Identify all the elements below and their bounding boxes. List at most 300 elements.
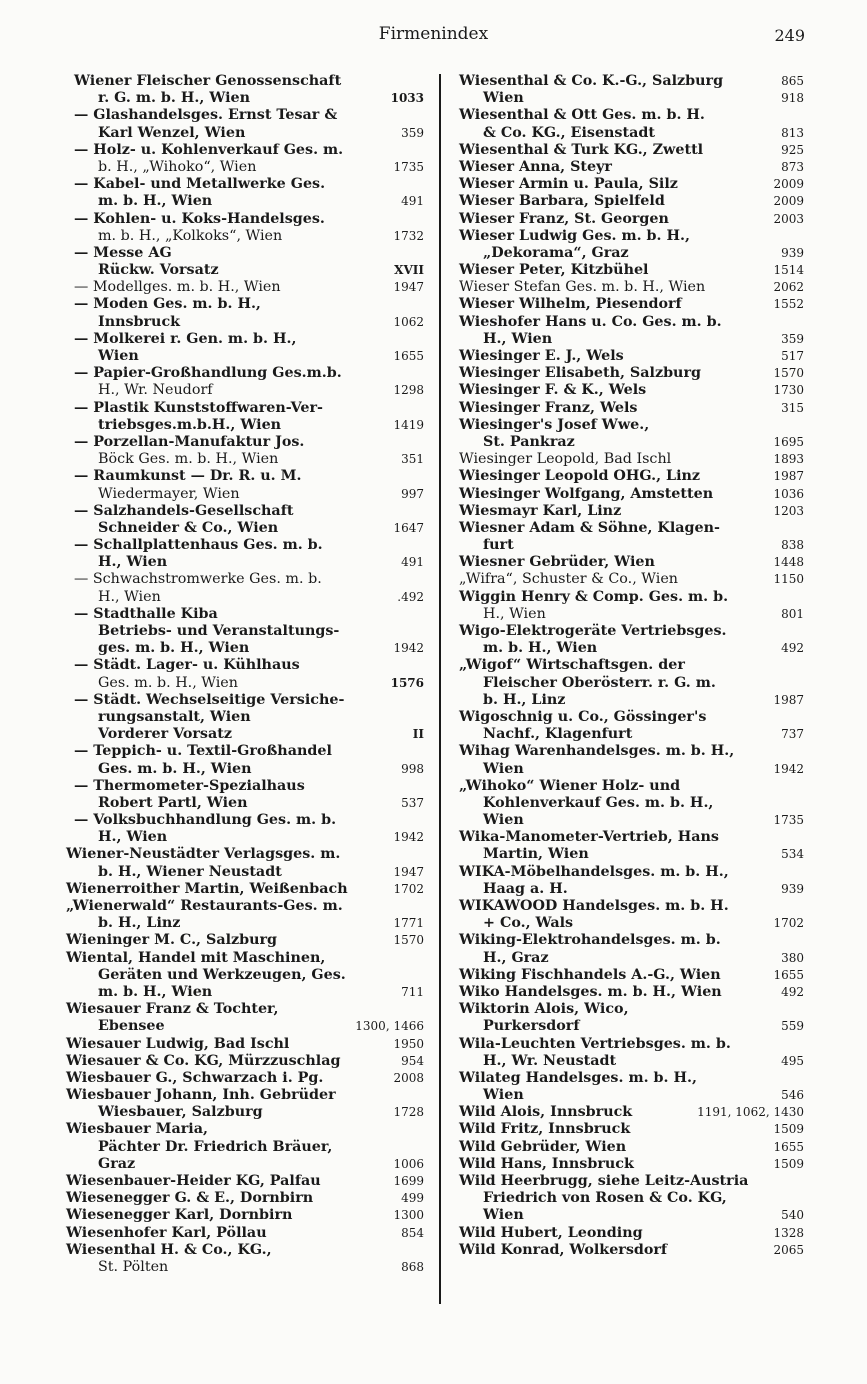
index-entry-line bbox=[447, 1173, 804, 1190]
entry-text: WIKAWOOD Handelsges. m. b. H. bbox=[459, 898, 729, 914]
entry-text: Wiesenthal H. & Co., KG., bbox=[66, 1241, 272, 1258]
index-entry-line bbox=[62, 1087, 424, 1104]
index-entry-line bbox=[62, 967, 424, 984]
index-entry-line bbox=[447, 915, 804, 932]
entry-text: Wiggin Henry & Comp. Ges. m. b. bbox=[459, 588, 729, 605]
page-reference: XVII bbox=[394, 263, 424, 278]
entry-text: Wiesbauer Johann, Inh. Gebrüder bbox=[66, 1087, 336, 1104]
page-reference: 499 bbox=[401, 1191, 424, 1206]
page-reference: 1730 bbox=[773, 383, 804, 398]
entry-text: Wiesinger's Josef Wwe., bbox=[459, 416, 650, 433]
page-reference: 2008 bbox=[393, 1070, 424, 1085]
page-reference: 939 bbox=[781, 881, 804, 896]
index-entry-line bbox=[62, 417, 424, 434]
entry-text: Wiesinger Leopold OHG., Linz bbox=[459, 468, 701, 485]
index-entry-line bbox=[62, 606, 424, 623]
index-entry-line bbox=[62, 1173, 424, 1190]
page-reference: 1942 bbox=[773, 761, 804, 776]
entry-text: Ebensee bbox=[98, 1018, 165, 1035]
entry-text: Wiesenthal & Turk KG., Zwettl bbox=[459, 141, 704, 158]
index-entry-line bbox=[447, 812, 804, 829]
page-reference: 1328 bbox=[773, 1225, 804, 1240]
index-entry-line bbox=[447, 331, 804, 348]
page-reference: 351 bbox=[401, 452, 424, 467]
index-entry-line bbox=[62, 279, 424, 296]
entry-text: — Stadthalle Kiba bbox=[74, 605, 218, 622]
index-entry-line bbox=[447, 503, 804, 520]
index-entry-line bbox=[62, 881, 424, 898]
index-entry-line bbox=[447, 623, 804, 640]
entry-text: — Kohlen- u. Koks-Handelsges. bbox=[74, 210, 325, 227]
page-reference: 1300, 1466 bbox=[355, 1019, 424, 1034]
index-entry-line bbox=[62, 829, 424, 846]
index-entry-line bbox=[447, 1207, 804, 1224]
entry-text: Wigo-Elektrogeräte Vertriebsges. bbox=[459, 623, 727, 639]
page-reference: 1771 bbox=[393, 916, 424, 931]
page-reference: 1514 bbox=[773, 263, 804, 278]
index-entry-line bbox=[447, 107, 804, 124]
page-reference: 1570 bbox=[393, 933, 424, 948]
index-entry-line bbox=[62, 211, 424, 228]
entry-text: St. Pankraz bbox=[483, 433, 575, 450]
entry-text: Innsbruck bbox=[98, 313, 181, 330]
entry-text: — Holz- u. Kohlenverkauf Ges. m. bbox=[74, 141, 344, 158]
entry-text: Wieser Armin u. Paula, Silz bbox=[459, 176, 678, 193]
entry-text: — Porzellan-Manufaktur Jos. bbox=[74, 433, 305, 450]
index-entry-line bbox=[62, 778, 424, 795]
index-entry-line bbox=[447, 1001, 804, 1018]
index-entry-line bbox=[62, 537, 424, 554]
index-entry-line bbox=[62, 331, 424, 348]
page-reference: .492 bbox=[397, 589, 424, 604]
entry-text: „Wihoko“ Wiener Holz- und bbox=[459, 777, 681, 794]
page-number: 249 bbox=[774, 26, 805, 45]
index-entry-line bbox=[62, 1053, 424, 1070]
entry-text: — Städt. Wechselseitige Versiche- bbox=[74, 691, 345, 708]
page-reference: 1300 bbox=[393, 1208, 424, 1223]
page-reference: 1570 bbox=[773, 366, 804, 381]
page-reference: 1419 bbox=[393, 417, 424, 432]
entry-text: Wiesauer Franz & Tochter, bbox=[66, 1001, 279, 1018]
index-entry-line bbox=[447, 657, 804, 674]
index-entry-line bbox=[62, 245, 424, 262]
index-entry-line bbox=[62, 1190, 424, 1207]
index-entry-line bbox=[447, 846, 804, 863]
index-entry-line bbox=[447, 537, 804, 554]
entry-text: m. b. H., Wien bbox=[98, 983, 213, 1000]
page-reference: 1647 bbox=[393, 520, 424, 535]
index-entry-line bbox=[447, 228, 804, 245]
index-entry-line bbox=[62, 451, 424, 468]
page-reference: 517 bbox=[781, 349, 804, 363]
index-entry-line bbox=[447, 1121, 804, 1138]
page-reference: 1576 bbox=[390, 675, 424, 690]
index-entry-line bbox=[62, 125, 424, 142]
entry-text: Nachf., Klagenfurt bbox=[483, 726, 633, 743]
entry-text: — Kabel- und Metallwerke Ges. bbox=[74, 176, 326, 193]
entry-text: — Plastik Kunststoffwaren-Ver- bbox=[74, 399, 323, 416]
index-entry-line bbox=[447, 382, 804, 399]
page-reference: 711 bbox=[401, 984, 424, 999]
page-reference: 813 bbox=[781, 125, 804, 140]
entry-text: Haag a. H. bbox=[483, 880, 568, 897]
entry-text: m. b. H., „Kolkoks“, Wien bbox=[98, 227, 283, 244]
index-entry-line bbox=[447, 864, 804, 881]
page-reference: 873 bbox=[781, 159, 804, 174]
index-entry-line bbox=[62, 1259, 424, 1276]
page-reference: 492 bbox=[781, 641, 804, 656]
index-entry-line bbox=[447, 400, 804, 417]
entry-text: H., Wien bbox=[98, 554, 168, 571]
page-reference: 2009 bbox=[773, 194, 804, 209]
index-entry-line bbox=[447, 1104, 804, 1121]
page-reference: 954 bbox=[401, 1053, 424, 1068]
page-reference: 1942 bbox=[393, 830, 424, 845]
index-entry-line bbox=[447, 554, 804, 571]
index-entry-line bbox=[62, 314, 424, 331]
index-entry-line bbox=[62, 434, 424, 451]
page-reference: 801 bbox=[781, 606, 804, 621]
index-entry-line bbox=[62, 503, 424, 520]
page-reference: 1987 bbox=[773, 692, 804, 707]
entry-text: „Wigof“ Wirtschaftsgen. der bbox=[459, 657, 685, 674]
entry-text: Wiedermayer, Wien bbox=[98, 485, 240, 502]
entry-text: — Schwachstromwerke Ges. m. b. bbox=[74, 571, 322, 588]
entry-text: Betriebs- und Veranstaltungs- bbox=[98, 623, 340, 639]
entry-text: H., Graz bbox=[483, 949, 549, 966]
entry-text: Schneider & Co., Wien bbox=[98, 519, 279, 536]
index-entry-line bbox=[447, 829, 804, 846]
index-entry-line bbox=[62, 1018, 424, 1035]
entry-text: Wild Alois, Innsbruck bbox=[459, 1104, 633, 1121]
index-entry-line bbox=[447, 125, 804, 142]
entry-text: b. H., Linz bbox=[98, 915, 181, 932]
page-reference: 534 bbox=[781, 847, 804, 862]
index-entry-line bbox=[447, 176, 804, 193]
index-entry-line bbox=[447, 881, 804, 898]
page-reference: 1203 bbox=[773, 503, 804, 518]
entry-text: — Molkerei r. Gen. m. b. H., bbox=[74, 330, 297, 347]
index-entry-line bbox=[62, 675, 424, 692]
entry-text: Wiesinger Leopold, Bad Ischl bbox=[459, 451, 672, 468]
page-reference: 1942 bbox=[393, 641, 424, 656]
entry-text: WIKA-Möbelhandelsges. m. b. H., bbox=[459, 863, 729, 880]
index-entry-line bbox=[447, 296, 804, 313]
index-entry-line bbox=[62, 1207, 424, 1224]
index-entry-line bbox=[447, 1139, 804, 1156]
entry-text: Ges. m. b. H., Wien bbox=[98, 760, 252, 777]
index-entry-line bbox=[62, 726, 424, 743]
index-entry-line bbox=[447, 984, 804, 1001]
entry-text: Wila-Leuchten Vertriebsges. m. b. bbox=[459, 1035, 731, 1052]
index-entry-line bbox=[447, 1225, 804, 1242]
entry-text: rungsanstalt, Wien bbox=[98, 708, 251, 725]
index-entry-line bbox=[62, 898, 424, 915]
page-reference: 491 bbox=[401, 194, 424, 209]
entry-text: m. b. H., Wien bbox=[98, 193, 213, 210]
index-entry-line bbox=[62, 554, 424, 571]
index-entry-line bbox=[447, 451, 804, 468]
entry-text: Wiktorin Alois, Wico, bbox=[459, 1001, 629, 1018]
entry-text: Wiesinger Wolfgang, Amstetten bbox=[459, 485, 714, 502]
entry-text: H., Wr. Neustadt bbox=[483, 1052, 617, 1069]
page-reference: 1655 bbox=[393, 349, 424, 363]
page-reference: 737 bbox=[781, 727, 804, 742]
index-entry-line bbox=[447, 1036, 804, 1053]
entry-text: Kohlenverkauf Ges. m. b. H., bbox=[483, 794, 714, 811]
index-entry-line bbox=[62, 984, 424, 1001]
entry-text: ges. m. b. H., Wien bbox=[98, 640, 250, 657]
index-entry-line bbox=[447, 211, 804, 228]
entry-text: & Co. KG., Eisenstadt bbox=[483, 124, 655, 141]
entry-text: Wigoschnig u. Co., Gössinger's bbox=[459, 708, 707, 725]
entry-text: Wiesbauer, Salzburg bbox=[98, 1104, 263, 1121]
index-entry-line bbox=[62, 520, 424, 537]
index-entry-line bbox=[447, 726, 804, 743]
index-entry-line bbox=[447, 262, 804, 279]
entry-text: Wiesner Gebrüder, Wien bbox=[459, 554, 655, 571]
index-entry-line bbox=[62, 468, 424, 485]
index-entry-line bbox=[447, 245, 804, 262]
index-entry-line bbox=[447, 468, 804, 485]
index-entry-line bbox=[447, 314, 804, 331]
entry-text: Wiesauer Ludwig, Bad Ischl bbox=[66, 1035, 290, 1052]
entry-text: Wiesauer & Co. KG, Mürzzuschlag bbox=[66, 1052, 341, 1069]
entry-text: Geräten und Werkzeugen, Ges. bbox=[98, 966, 346, 983]
entry-text: Wiesinger E. J., Wels bbox=[459, 348, 624, 364]
index-entry-line bbox=[62, 761, 424, 778]
page-reference: 865 bbox=[781, 74, 804, 88]
page-reference: 1150 bbox=[773, 572, 804, 587]
index-entry-line bbox=[62, 864, 424, 881]
index-entry-line bbox=[62, 486, 424, 503]
entry-text: Graz bbox=[98, 1155, 136, 1172]
entry-text: Wieser Anna, Steyr bbox=[459, 158, 612, 175]
index-entry-line bbox=[447, 761, 804, 778]
index-entry-line bbox=[447, 159, 804, 176]
entry-text: b. H., „Wihoko“, Wien bbox=[98, 158, 257, 175]
entry-text: — Schallplattenhaus Ges. m. b. bbox=[74, 537, 323, 554]
index-entry-line bbox=[62, 709, 424, 726]
page-reference: 492 bbox=[781, 984, 804, 999]
page-reference: 540 bbox=[781, 1208, 804, 1223]
entry-text: Karl Wenzel, Wien bbox=[98, 124, 246, 141]
index-entry-line bbox=[62, 1104, 424, 1121]
page-reference: 1732 bbox=[393, 228, 424, 243]
page-reference: II bbox=[412, 727, 424, 742]
entry-text: Wild Hubert, Leonding bbox=[459, 1224, 643, 1241]
entry-text: Wien bbox=[483, 90, 524, 107]
entry-text: Wieninger M. C., Salzburg bbox=[66, 932, 278, 949]
entry-text: furt bbox=[483, 537, 514, 554]
entry-text: — Salzhandels-Gesellschaft bbox=[74, 502, 294, 519]
index-entry-line bbox=[62, 846, 424, 863]
entry-text: Wiesinger Franz, Wels bbox=[459, 399, 638, 416]
entry-text: — Raumkunst — Dr. R. u. M. bbox=[74, 468, 302, 485]
entry-text: Wien bbox=[483, 1087, 524, 1104]
entry-text: r. G. m. b. H., Wien bbox=[98, 90, 251, 107]
index-entry-line bbox=[62, 348, 424, 365]
entry-text: Rückw. Vorsatz bbox=[98, 262, 219, 279]
entry-text: Wihag Warenhandelsges. m. b. H., bbox=[459, 743, 735, 760]
index-entry-line bbox=[62, 795, 424, 812]
entry-text: Wiking Fischhandels A.-G., Wien bbox=[459, 966, 721, 983]
index-entry-line bbox=[62, 90, 424, 107]
index-entry-line bbox=[62, 296, 424, 313]
entry-text: Robert Partl, Wien bbox=[98, 794, 248, 811]
page-reference: 491 bbox=[401, 555, 424, 570]
index-entry-line bbox=[447, 675, 804, 692]
entry-text: Wieshofer Hans u. Co. Ges. m. b. bbox=[459, 313, 722, 330]
page-reference: 1987 bbox=[773, 469, 804, 484]
entry-text: Wien bbox=[483, 1207, 524, 1224]
entry-text: H., Wien bbox=[483, 605, 546, 622]
entry-text: — Volksbuchhandlung Ges. m. b. bbox=[74, 812, 337, 829]
entry-text: Wild Fritz, Innsbruck bbox=[459, 1121, 631, 1138]
index-entry-line bbox=[447, 967, 804, 984]
index-entry-line bbox=[447, 692, 804, 709]
index-entry-line bbox=[447, 1242, 804, 1259]
entry-text: — Moden Ges. m. b. H., bbox=[74, 296, 261, 313]
entry-text: Wiesenthal & Co. K.-G., Salzburg bbox=[459, 73, 724, 89]
index-entry-line bbox=[447, 520, 804, 537]
entry-text: Wild Gebrüder, Wien bbox=[459, 1138, 627, 1155]
entry-text: St. Pölten bbox=[98, 1258, 169, 1275]
page-reference: 1509 bbox=[773, 1156, 804, 1171]
page-reference: 1699 bbox=[393, 1174, 424, 1188]
index-entry-line bbox=[447, 90, 804, 107]
page-reference: 2009 bbox=[773, 177, 804, 192]
entry-text: Fleischer Oberösterr. r. G. m. bbox=[483, 674, 716, 691]
page-reference: 868 bbox=[401, 1259, 424, 1274]
entry-text: Wild Heerbrugg, siehe Leitz-Austria bbox=[459, 1173, 749, 1189]
page-reference: 1695 bbox=[773, 434, 804, 449]
page-reference: 2065 bbox=[773, 1242, 804, 1257]
index-entry-line bbox=[447, 709, 804, 726]
index-entry-line bbox=[62, 743, 424, 760]
page-reference: 359 bbox=[401, 125, 424, 140]
page-reference: 1950 bbox=[393, 1036, 424, 1051]
index-entry-line bbox=[447, 640, 804, 657]
entry-text: b. H., Linz bbox=[483, 691, 566, 708]
index-entry-line bbox=[62, 1242, 424, 1259]
index-entry-line bbox=[62, 623, 424, 640]
entry-text: „Dekorama“, Graz bbox=[483, 244, 629, 261]
page-reference: 1191, 1062, 1430 bbox=[697, 1105, 804, 1120]
entry-text: Böck Ges. m. b. H., Wien bbox=[98, 451, 279, 468]
page-reference: 380 bbox=[781, 950, 804, 965]
entry-text: m. b. H., Wien bbox=[483, 640, 598, 657]
entry-text: Wien bbox=[483, 760, 524, 777]
page-reference: 1702 bbox=[393, 881, 424, 896]
entry-text: Wika-Manometer-Vertrieb, Hans bbox=[459, 829, 719, 846]
entry-text: Wieser Ludwig Ges. m. b. H., bbox=[459, 227, 690, 244]
index-entry-line bbox=[447, 142, 804, 159]
index-entry-line bbox=[447, 778, 804, 795]
index-entry-line bbox=[447, 606, 804, 623]
page-reference: 1893 bbox=[773, 452, 804, 467]
index-entry-line bbox=[62, 107, 424, 124]
page-reference: 1728 bbox=[393, 1105, 424, 1120]
entry-text: Ges. m. b. H., Wien bbox=[98, 674, 238, 691]
index-entry-line bbox=[447, 1053, 804, 1070]
entry-text: — Thermometer-Spezialhaus bbox=[74, 777, 305, 794]
entry-text: H., Wien bbox=[98, 588, 161, 605]
index-entry-line bbox=[447, 795, 804, 812]
index-entry-line bbox=[447, 1190, 804, 1207]
index-entry-line bbox=[447, 1156, 804, 1173]
page-reference: 537 bbox=[401, 795, 424, 810]
page-title: Firmenindex bbox=[378, 24, 489, 44]
index-entry-line bbox=[447, 193, 804, 210]
page-reference: 838 bbox=[781, 538, 804, 553]
entry-text: Martin, Wien bbox=[483, 846, 589, 863]
index-entry-line bbox=[62, 571, 424, 588]
page-reference: 2062 bbox=[773, 280, 804, 295]
entry-text: Wild Konrad, Wolkersdorf bbox=[459, 1241, 668, 1258]
index-entry-line bbox=[62, 812, 424, 829]
entry-text: Wiesmayr Karl, Linz bbox=[459, 502, 622, 519]
index-entry-line bbox=[447, 1087, 804, 1104]
page-reference: 559 bbox=[781, 1019, 804, 1034]
entry-text: Wiesinger Elisabeth, Salzburg bbox=[459, 365, 701, 382]
page-reference: 1947 bbox=[393, 280, 424, 295]
index-entry-line bbox=[447, 486, 804, 503]
entry-text: Wien bbox=[483, 812, 524, 829]
entry-text: Vorderer Vorsatz bbox=[98, 726, 232, 743]
page-reference: 359 bbox=[781, 331, 804, 346]
column-divider bbox=[439, 74, 441, 1304]
index-entry-line bbox=[62, 1036, 424, 1053]
index-entry-line bbox=[447, 743, 804, 760]
entry-text: Wiesenbauer-Heider KG, Palfau bbox=[66, 1173, 321, 1189]
entry-text: H., Wien bbox=[98, 829, 168, 846]
entry-text: — Städt. Lager- u. Kühlhaus bbox=[74, 657, 300, 674]
index-entry-line bbox=[62, 1070, 424, 1087]
index-entry-line bbox=[62, 932, 424, 949]
page-header bbox=[0, 24, 867, 50]
entry-text: „Wienerwald“ Restaurants-Ges. m. bbox=[66, 898, 343, 914]
index-entry-line bbox=[62, 1156, 424, 1173]
index-entry-line bbox=[447, 589, 804, 606]
index-entry-line bbox=[62, 176, 424, 193]
index-entry-line bbox=[447, 73, 804, 90]
index-entry-line bbox=[62, 142, 424, 159]
page-reference: 1947 bbox=[393, 864, 424, 879]
entry-text: Pächter Dr. Friedrich Bräuer, bbox=[98, 1138, 333, 1155]
entry-text: Wiesner Adam & Söhne, Klagen- bbox=[459, 519, 720, 536]
index-entry-line bbox=[447, 279, 804, 296]
page-reference: 2003 bbox=[773, 211, 804, 226]
entry-text: Wiesbauer Maria, bbox=[66, 1121, 208, 1138]
entry-text: Wieser Franz, St. Georgen bbox=[459, 210, 669, 227]
index-entry-line bbox=[62, 193, 424, 210]
entry-text: triebsges.m.b.H., Wien bbox=[98, 416, 282, 433]
index-entry-line bbox=[62, 589, 424, 606]
index-entry-line bbox=[62, 365, 424, 382]
entry-text: + Co., Wals bbox=[483, 915, 574, 932]
index-entry-line bbox=[62, 640, 424, 657]
entry-text: Wild Hans, Innsbruck bbox=[459, 1155, 634, 1172]
entry-text: Friedrich von Rosen & Co. KG, bbox=[483, 1190, 727, 1207]
page-reference: 1655 bbox=[773, 967, 804, 982]
entry-text: Wiener Fleischer Genossenschaft bbox=[74, 73, 342, 89]
entry-text: Wieser Peter, Kitzbühel bbox=[459, 262, 649, 279]
index-entry-line bbox=[62, 228, 424, 245]
page-reference: 495 bbox=[781, 1053, 804, 1068]
index-entry-line bbox=[62, 1121, 424, 1138]
page-reference: 925 bbox=[781, 142, 804, 157]
